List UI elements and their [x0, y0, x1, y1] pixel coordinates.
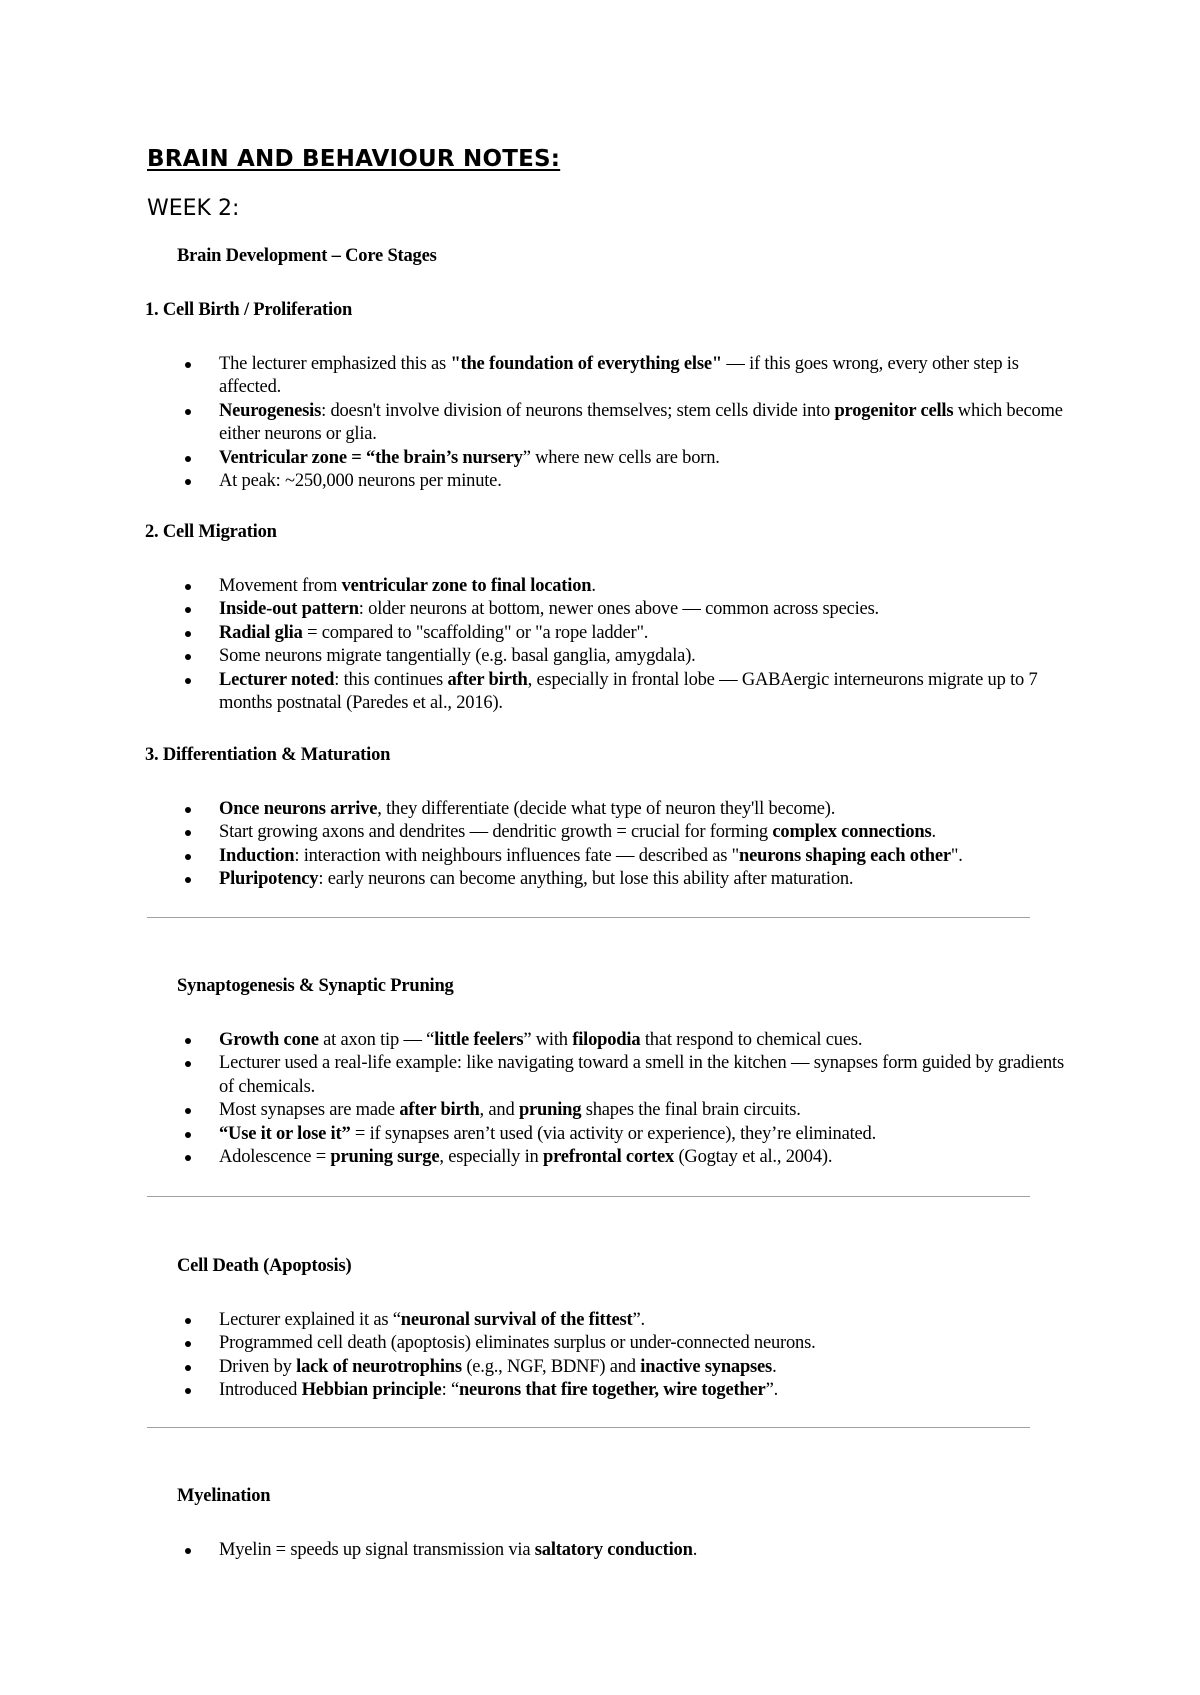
section-heading-myelination: Myelination	[177, 1486, 271, 1506]
list-item: Radial glia = compared to "scaffolding" or "a rope ladder".	[219, 622, 1069, 645]
list-item: Most synapses are made after birth, and pruning shapes the final brain circuits.	[219, 1099, 1069, 1122]
apoptosis-list	[219, 1309, 1069, 1403]
list-item: Driven by lack of neurotrophins (e.g., NGF, BDNF) and inactive synapses.	[219, 1356, 1069, 1379]
list-item: Induction: interaction with neighbours influences fate — described as "neurons shaping each other".	[219, 845, 1069, 868]
list-item: Myelin = speeds up signal transmission via saltatory conduction.	[219, 1539, 1069, 1562]
section-heading-apoptosis: Cell Death (Apoptosis)	[177, 1256, 352, 1276]
myelination-list	[219, 1539, 1069, 1562]
list-item: Growth cone at axon tip — “little feelers” with filopodia that respond to chemical cues.	[219, 1029, 1069, 1052]
list-item: Lecturer explained it as “neuronal survival of the fittest”.	[219, 1309, 1069, 1332]
list-item: Lecturer used a real-life example: like navigating toward a smell in the kitchen — synapses form guided by gradients of chemicals.	[219, 1052, 1069, 1099]
horizontal-divider	[147, 917, 1030, 918]
subsection-heading-differentiation: 3. Differentiation & Maturation	[145, 745, 391, 765]
list-item: Ventricular zone = “the brain’s nursery” where new cells are born.	[219, 447, 1069, 470]
cell-birth-list	[219, 353, 1069, 493]
synaptogenesis-list	[219, 1029, 1069, 1169]
cell-migration-list	[219, 575, 1069, 715]
list-item: Movement from ventricular zone to final location.	[219, 575, 1069, 598]
differentiation-list	[219, 798, 1069, 892]
section-heading-synaptogenesis: Synaptogenesis & Synaptic Pruning	[177, 976, 454, 996]
list-item: “Use it or lose it” = if synapses aren’t used (via activity or experience), they’re eliminated.	[219, 1123, 1069, 1146]
section-heading-core-stages: Brain Development – Core Stages	[177, 246, 437, 266]
list-item: Once neurons arrive, they differentiate (decide what type of neuron they'll become).	[219, 798, 1069, 821]
week-heading: WEEK 2:	[147, 196, 240, 221]
list-item: At peak: ~250,000 neurons per minute.	[219, 470, 1069, 493]
horizontal-divider	[147, 1427, 1030, 1428]
document-title: BRAIN AND BEHAVIOUR NOTES:	[147, 146, 561, 172]
list-item: Lecturer noted: this continues after birth, especially in frontal lobe — GABAergic interneurons migrate up to 7 months postnatal (Paredes et al., 2016).	[219, 669, 1069, 716]
list-item: Some neurons migrate tangentially (e.g. basal ganglia, amygdala).	[219, 645, 1069, 668]
list-item: Start growing axons and dendrites — dendritic growth = crucial for forming complex connections.	[219, 821, 1069, 844]
horizontal-divider	[147, 1196, 1030, 1197]
list-item: Pluripotency: early neurons can become anything, but lose this ability after maturation.	[219, 868, 1069, 891]
list-item: Adolescence = pruning surge, especially in prefrontal cortex (Gogtay et al., 2004).	[219, 1146, 1069, 1169]
list-item: Programmed cell death (apoptosis) eliminates surplus or under-connected neurons.	[219, 1332, 1069, 1355]
subsection-heading-cell-migration: 2. Cell Migration	[145, 522, 277, 542]
list-item: Inside-out pattern: older neurons at bottom, newer ones above — common across species.	[219, 598, 1069, 621]
list-item: Introduced Hebbian principle: “neurons that fire together, wire together”.	[219, 1379, 1069, 1402]
list-item: The lecturer emphasized this as "the foundation of everything else" — if this goes wrong, every other step is affected.	[219, 353, 1069, 400]
list-item: Neurogenesis: doesn't involve division of neurons themselves; stem cells divide into progenitor cells which become either neurons or glia.	[219, 400, 1069, 447]
subsection-heading-cell-birth: 1. Cell Birth / Proliferation	[145, 300, 353, 320]
